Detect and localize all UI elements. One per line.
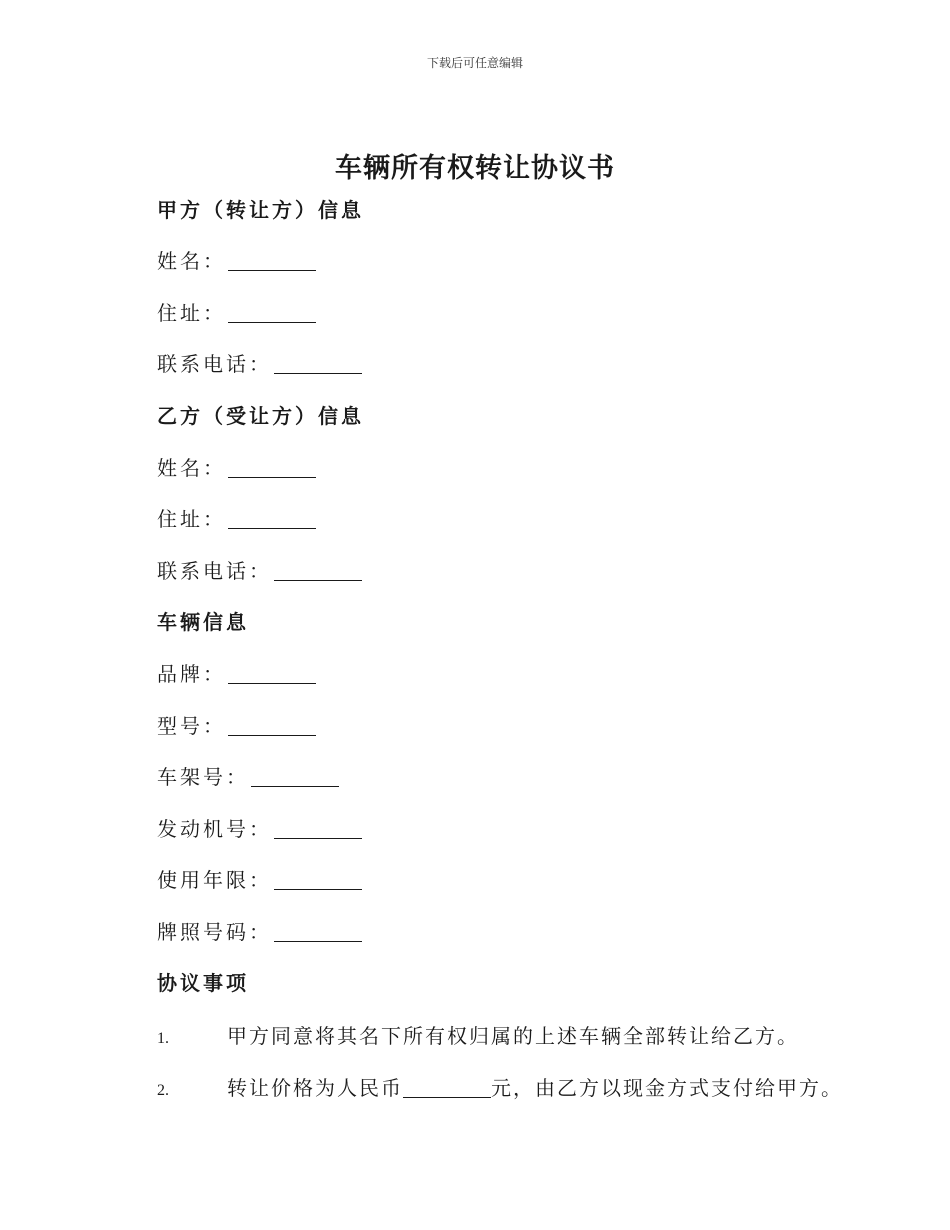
vehicle-plate-blank[interactable] [274,940,362,942]
party-b-phone-blank[interactable] [274,579,362,581]
party-b-address-field [157,503,316,532]
vehicle-brand-blank[interactable] [228,682,316,684]
party-a-heading: 甲方（转让方）信息 [157,198,364,222]
party-a-address-field [157,297,316,326]
agreement-item [157,1020,799,1049]
party-b-phone-field [157,555,362,584]
party-a-name-blank[interactable] [228,269,316,271]
party-a-name-label: 姓名： [157,249,226,273]
agreement-item-number: 1. [157,1030,169,1047]
vehicle-brand-label: 品牌： [157,662,226,686]
vehicle-model-label: 型号： [157,714,226,738]
vehicle-brand-field [157,658,316,687]
party-a-address-blank[interactable] [228,321,316,323]
vehicle-frame-label: 车架号： [157,765,249,789]
vehicle-years-label: 使用年限： [157,868,272,892]
document-title: 车辆所有权转让协议书 [335,153,615,184]
vehicle-frame-blank[interactable] [251,785,339,787]
agreement-item-text-after: 元，由乙方以现金方式支付给甲方。 [491,1076,843,1100]
agreement-heading: 协议事项 [157,971,249,995]
vehicle-model-blank[interactable] [228,734,316,736]
page-header-note: 下载后可任意编辑 [426,56,523,70]
party-b-address-blank[interactable] [228,527,316,529]
transfer-price-blank[interactable] [403,1096,491,1098]
vehicle-engine-blank[interactable] [274,837,362,839]
party-a-phone-field [157,348,362,377]
vehicle-plate-field [157,916,362,945]
party-a-phone-label: 联系电话： [157,352,272,376]
vehicle-plate-label: 牌照号码： [157,920,272,944]
vehicle-years-field [157,864,362,893]
vehicle-engine-label: 发动机号： [157,817,272,841]
party-b-name-blank[interactable] [228,476,316,478]
vehicle-years-blank[interactable] [274,888,362,890]
party-a-phone-blank[interactable] [274,372,362,374]
party-a-address-label: 住址： [157,301,226,325]
party-b-name-field [157,452,316,481]
agreement-item-text-before: 转让价格为人民币 [227,1076,403,1100]
vehicle-heading: 车辆信息 [157,610,249,634]
vehicle-model-field [157,710,316,739]
party-b-heading: 乙方（受让方）信息 [157,404,364,428]
vehicle-engine-field [157,813,362,842]
vehicle-frame-field [157,761,339,790]
agreement-item-number: 2. [157,1082,169,1099]
party-b-phone-label: 联系电话： [157,559,272,583]
agreement-item-text: 甲方同意将其名下所有权归属的上述车辆全部转让给乙方。 [227,1024,799,1048]
party-a-name-field [157,245,316,274]
party-b-name-label: 姓名： [157,456,226,480]
agreement-item [157,1072,843,1101]
party-b-address-label: 住址： [157,507,226,531]
